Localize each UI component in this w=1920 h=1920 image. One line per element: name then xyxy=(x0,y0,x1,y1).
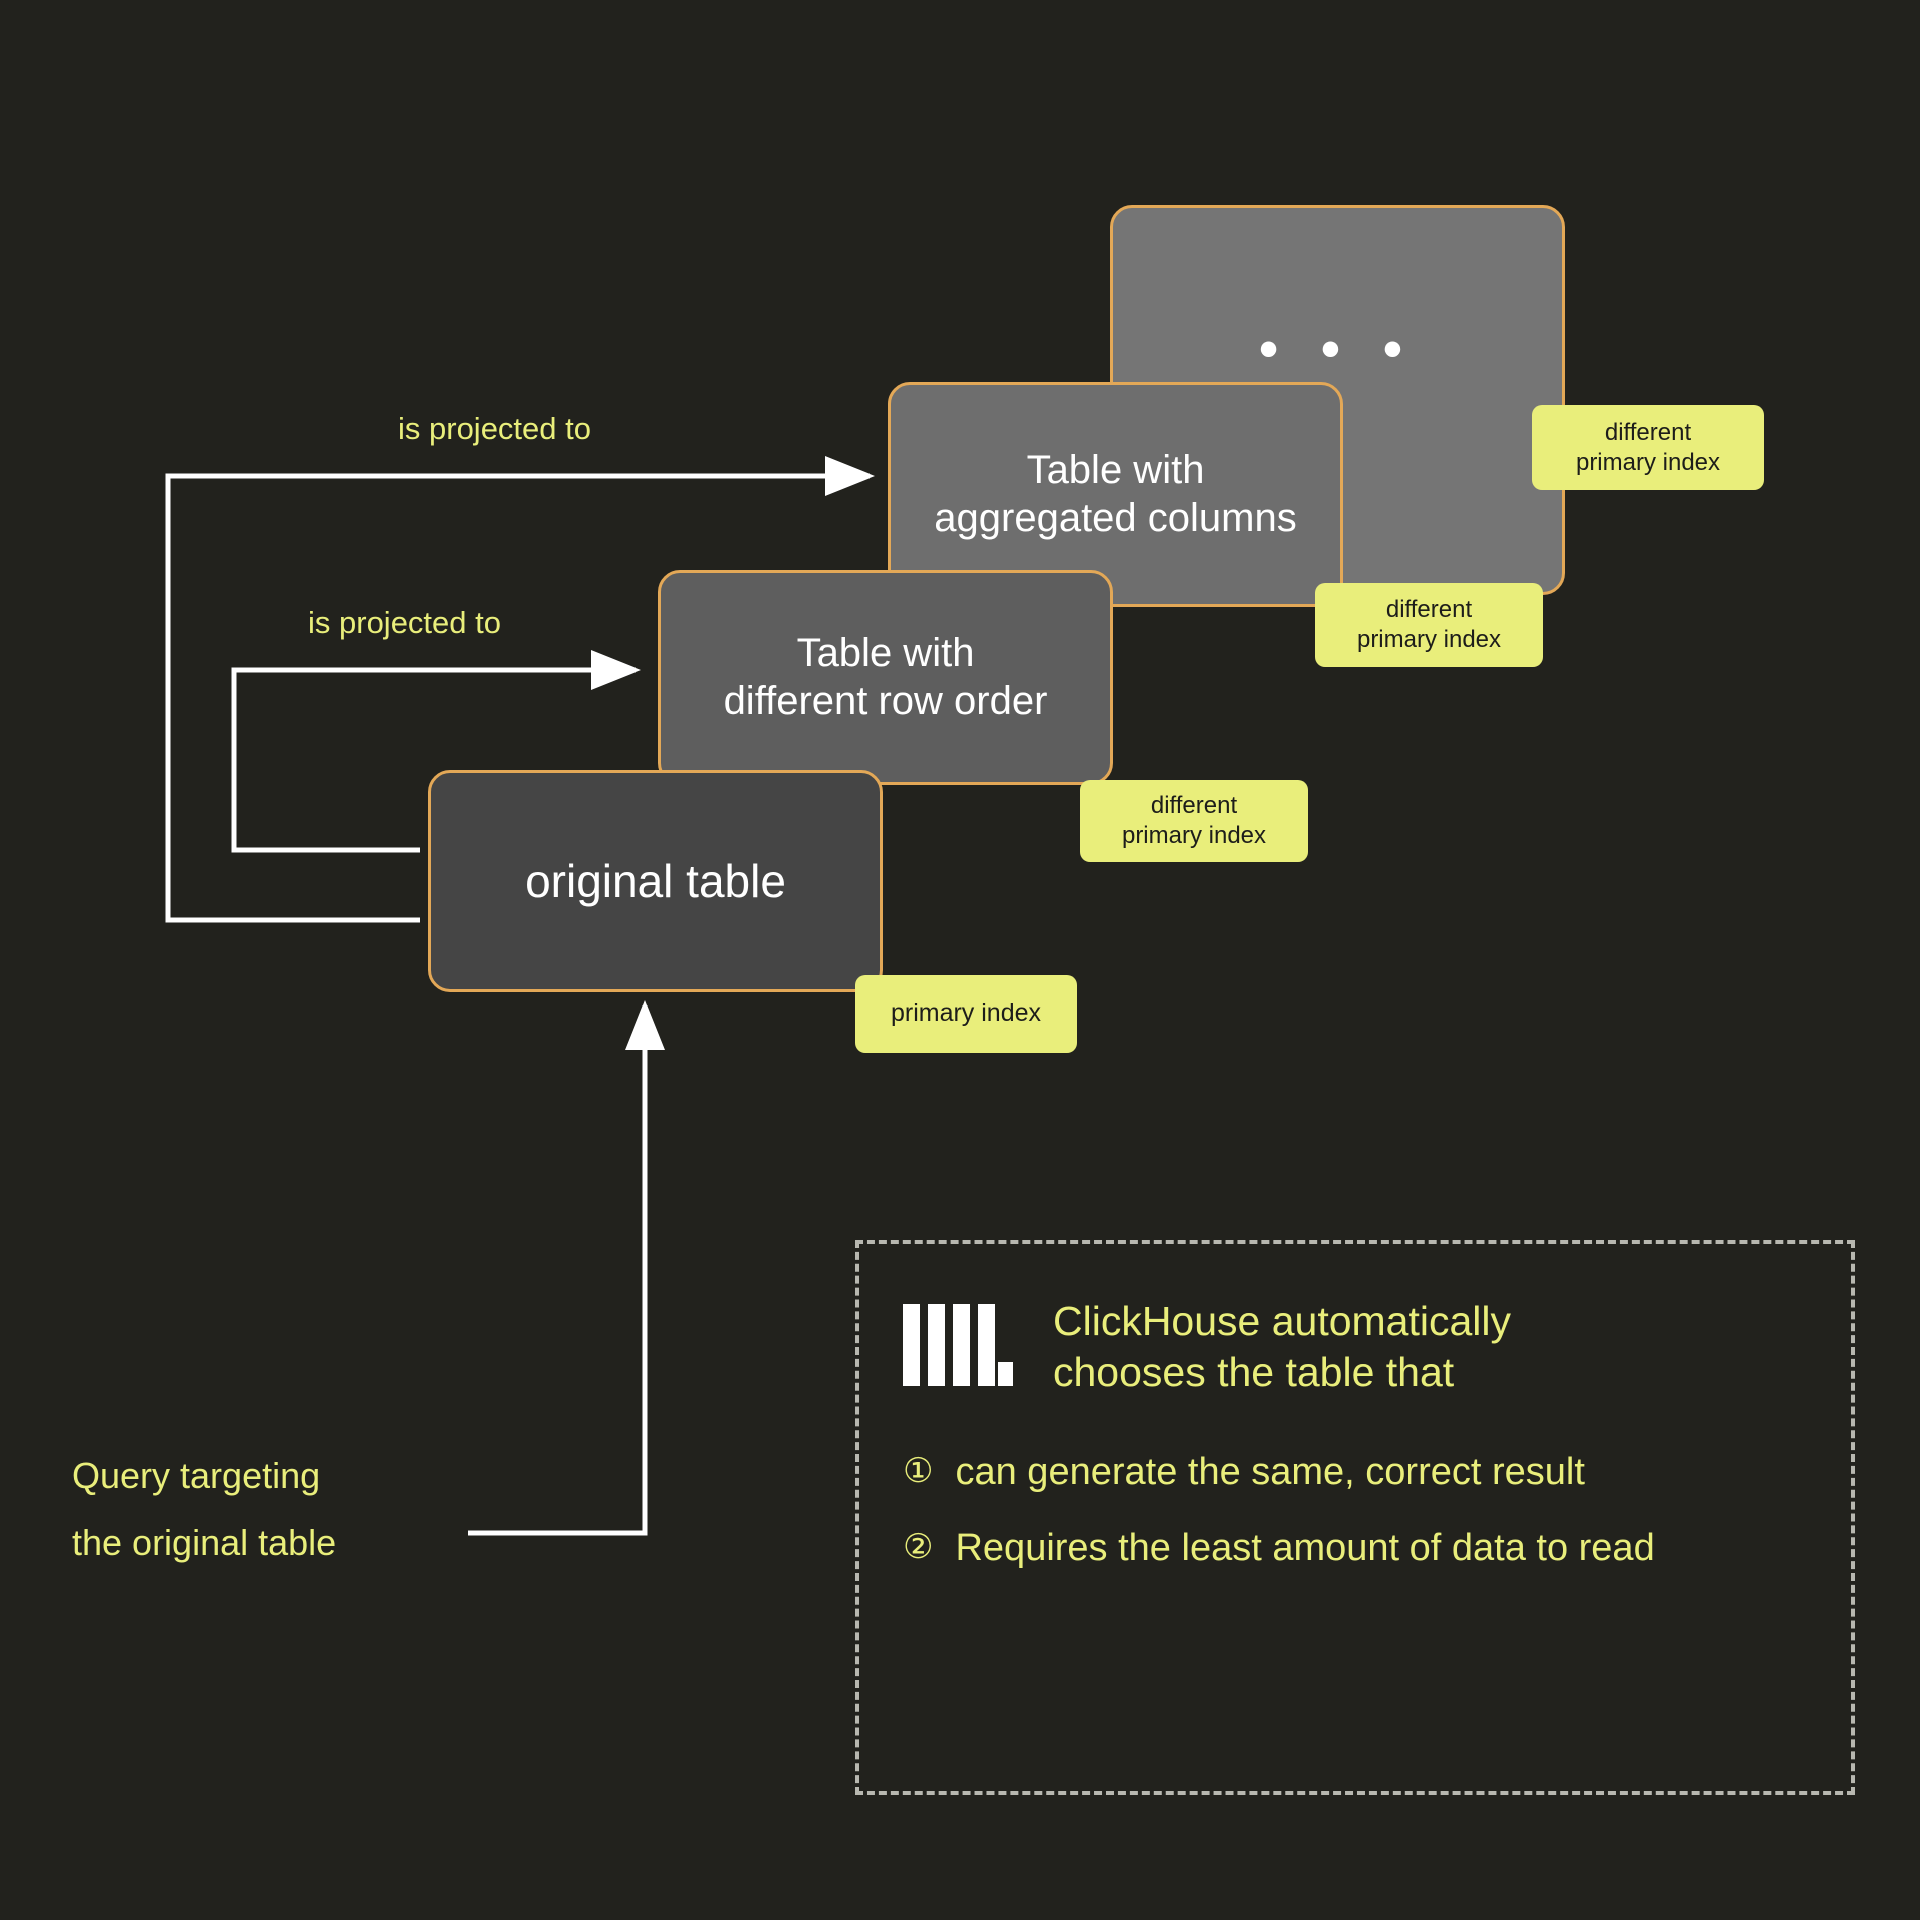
callout-title-line2: chooses the table that xyxy=(1053,1349,1455,1396)
note-top-line2: primary index xyxy=(1575,448,1721,476)
callout-title-line1: ClickHouse automatically xyxy=(1053,1298,1512,1344)
callout-box xyxy=(855,1240,1855,1795)
callout-item-2-text: Requires the least amount of data to read xyxy=(955,1526,1655,1569)
card-row-order-table xyxy=(658,570,1113,785)
callout-list xyxy=(903,1447,1807,1573)
note-top-line1: different xyxy=(1604,418,1692,446)
callout-item-1-number: ① xyxy=(903,1451,934,1490)
note-aggregated-line1: different xyxy=(1385,596,1473,623)
note-row-order-line2: primary index xyxy=(1121,822,1267,849)
note-original-text: primary index xyxy=(890,999,1042,1028)
note-aggregated-text xyxy=(1357,595,1501,655)
callout-item-2 xyxy=(903,1523,1807,1573)
edge-label-projected-to-aggregated: is projected to xyxy=(398,411,591,446)
ellipsis-icon: • • • xyxy=(1259,319,1416,380)
card-row-order-line1: Table with xyxy=(796,631,975,676)
query-label-line2: the original table xyxy=(72,1521,337,1563)
note-different-primary-index-aggregated xyxy=(1315,583,1543,667)
query-label-line1: Query targeting xyxy=(72,1455,321,1496)
query-label xyxy=(72,1443,492,1576)
card-row-order-line2: different row order xyxy=(723,678,1048,723)
callout-header xyxy=(903,1296,1807,1399)
callout-item-1 xyxy=(903,1447,1807,1497)
card-row-order-label xyxy=(724,630,1048,724)
callout-item-2-number: ② xyxy=(903,1527,934,1566)
note-top-text xyxy=(1576,418,1720,478)
note-row-order-line1: different xyxy=(1150,792,1238,819)
card-original-table xyxy=(428,770,883,992)
card-original-label: original table xyxy=(525,854,786,907)
note-row-order-text xyxy=(1122,791,1266,851)
callout-title xyxy=(1053,1296,1511,1399)
clickhouse-logo-icon xyxy=(903,1304,1011,1386)
note-different-primary-index-row-order xyxy=(1080,780,1308,862)
note-different-primary-index-top xyxy=(1532,405,1764,490)
callout-item-1-text: can generate the same, correct result xyxy=(955,1450,1585,1493)
edge-label-projected-to-row-order: is projected to xyxy=(308,605,501,640)
card-aggregated-label xyxy=(934,447,1296,541)
card-aggregated-line1: Table with xyxy=(1026,448,1205,493)
note-aggregated-line2: primary index xyxy=(1356,626,1502,653)
card-aggregated-line2: aggregated columns xyxy=(934,495,1297,540)
note-primary-index-original xyxy=(855,975,1077,1053)
